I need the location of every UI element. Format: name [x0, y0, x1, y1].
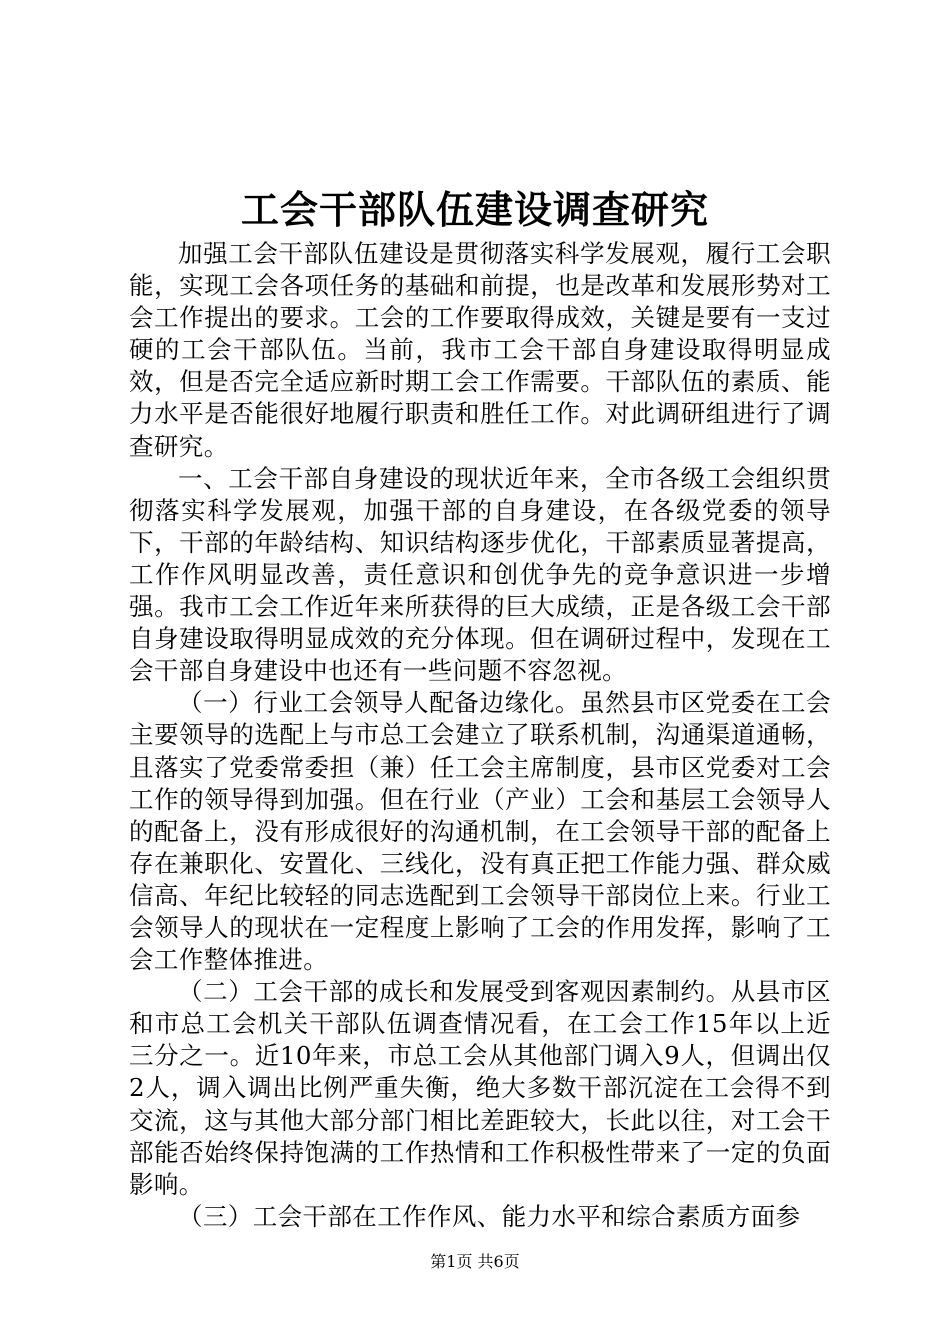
document-title: 工会干部队伍建设调查研究	[240, 187, 709, 232]
page-number-footer: 第1页 共6页	[430, 1252, 520, 1271]
paragraph-intro: 加强工会干部队伍建设是贯彻落实科学发展观，履行工会职能，实现工会各项任务的基础和前提，也是改革和发展形势对工会工作提出的要求。工会的工作要取得成效，关键是要有一支过硬的工会干部队伍。当前，我市工会干部自身建设取得明显成效，但是否完全适应新时期工会工作需要。干部队伍的素质、能力水平是否能很好地履行职责和胜任工作。对此调研组进行了调查研究。	[129, 239, 831, 461]
document-body	[129, 238, 831, 1233]
paragraph-item-two: （二）工会干部的成长和发展受到客观因素制约。从县市区和市总工会机关干部队伍调查情况看，在工会工作15年以上近三分之一。近10年来，市总工会从其他部门调入9人，但调出仅2人，调入调出比例严重失衡，绝大多数干部沉淀在工会得不到交流，这与其他大部分部门相比差距较大，长此以往，对工会干部能否始终保持饱满的工作热情和工作积极性带来了一定的负面影响。	[129, 977, 831, 1199]
paragraph-section-one: 一、工会干部自身建设的现状近年来，全市各级工会组织贯彻落实科学发展观，加强干部的自身建设，在各级党委的领导下，干部的年龄结构、知识结构逐步优化，干部素质显著提高，工作作风明显改善，责任意识和创优争先的竞争意识进一步增强。我市工会工作近年来所获得的巨大成绩，正是各级工会干部自身建设取得明显成效的充分体现。但在调研过程中，发现在工会干部自身建设中也还有一些问题不容忽视。	[129, 463, 831, 686]
paragraph-item-one: （一）行业工会领导人配备边缘化。虽然县市区党委在工会主要领导的选配上与市总工会建立了联系机制，沟通渠道通畅，且落实了党委常委担（兼）任工会主席制度，县市区党委对工会工作的领导得到加强。但在行业（产业）工会和基层工会领导人的配备上，没有形成很好的沟通机制，在工会领导干部的配备上存在兼职化、安置化、三线化，没有真正把工作能力强、群众威信高、年纪比较轻的同志选配到工会领导干部岗位上来。行业工会领导人的现状在一定程度上影响了工会的作用发挥，影响了工会工作整体推进。	[129, 688, 831, 975]
paragraph-item-three: （三）工会干部在工作作风、能力水平和综合素质方面参	[178, 1201, 801, 1231]
